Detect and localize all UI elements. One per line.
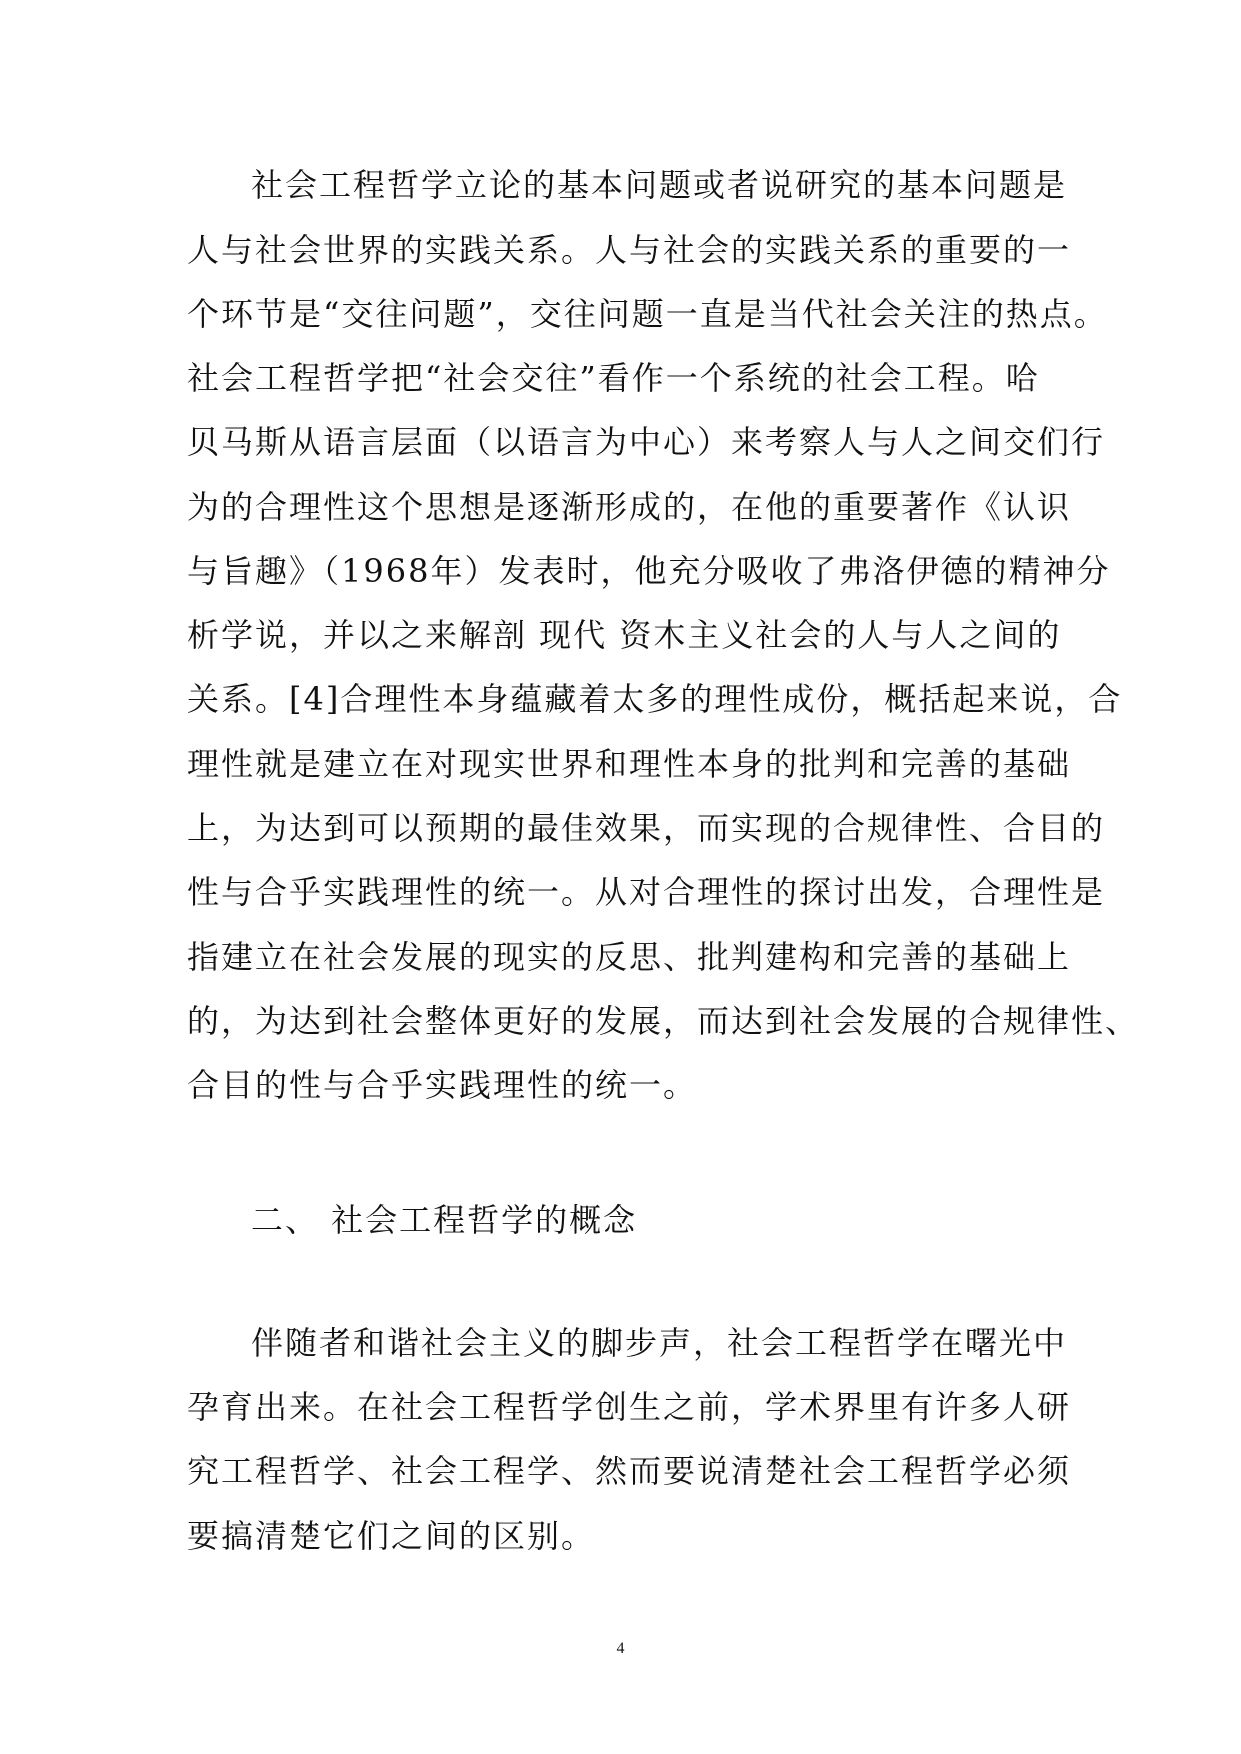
page-number: 4 <box>616 1640 625 1657</box>
text-line: 伴随者和谐社会主义的脚步声，社会工程哲学在曙光中 <box>251 1324 1068 1362</box>
text-line: 的，为达到社会整体更好的发展，而达到社会发展的合规律性、 <box>187 1002 1140 1040</box>
text-line: 个环节是“交往问题”，交往问题一直是当代社会关注的热点。 <box>187 295 1108 333</box>
text-line: 孕育出来。在社会工程哲学创生之前，学术界里有许多人研 <box>187 1388 1072 1426</box>
text-line: 关系。[4]合理性本身蕴藏着太多的理性成份，概括起来说，合 <box>187 680 1123 718</box>
text-line: 与旨趣》（1968年）发表时，他充分吸收了弗洛伊德的精神分 <box>187 552 1111 590</box>
text-line: 为的合理性这个思想是逐渐形成的，在他的重要著作《认识 <box>187 488 1072 526</box>
text-line: 析学说，并以之来解剖 现代 资木主义社会的人与人之间的 <box>187 616 1062 654</box>
text-line: 贝马斯从语言层面（以语言为中心）来考察人与人之间交们行 <box>187 423 1106 461</box>
section-heading: 二、 社会工程哲学的概念 <box>251 1201 638 1239</box>
text-line: 性与合乎实践理性的统一。从对合理性的探讨出发，合理性是 <box>187 873 1106 911</box>
text-line: 社会工程哲学立论的基本问题或者说研究的基本问题是 <box>251 166 1068 204</box>
text-line: 要搞清楚它们之间的区别。 <box>187 1517 596 1555</box>
text-line: 理性就是建立在对现实世界和理性本身的批判和完善的基础 <box>187 745 1072 783</box>
text-line: 究工程哲学、社会工程学、然而要说清楚社会工程哲学必须 <box>187 1452 1072 1490</box>
text-line: 指建立在社会发展的现实的反思、批判建构和完善的基础上 <box>187 938 1072 976</box>
text-line: 合目的性与合乎实践理性的统一。 <box>187 1066 698 1104</box>
text-line: 上，为达到可以预期的最佳效果，而实现的合规律性、合目的 <box>187 809 1106 847</box>
text-line: 社会工程哲学把“社会交往”看作一个系统的社会工程。哈 <box>187 359 1040 397</box>
text-line: 人与社会世界的实践关系。人与社会的实践关系的重要的一 <box>187 231 1072 269</box>
